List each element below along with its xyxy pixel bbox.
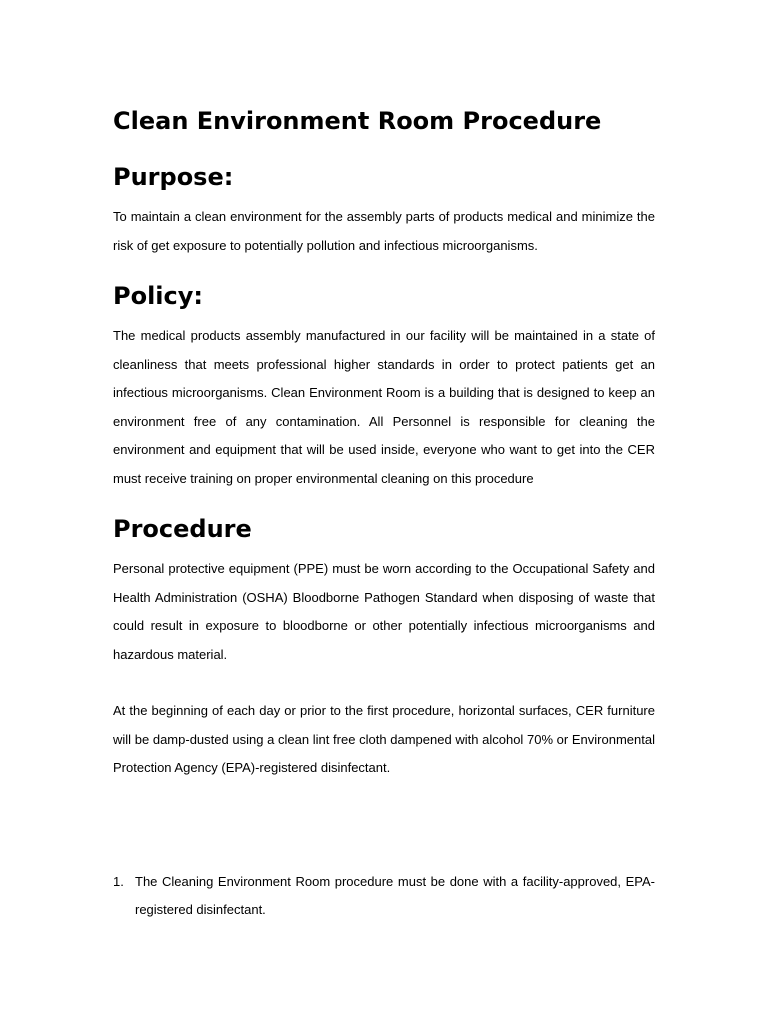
procedure-heading: Procedure: [113, 515, 252, 543]
document-title: Clean Environment Room Procedure: [113, 107, 602, 135]
policy-heading: Policy:: [113, 282, 203, 310]
list-item-number: 1.: [113, 873, 124, 889]
list-item: [113, 868, 655, 925]
purpose-heading: Purpose:: [113, 163, 234, 191]
purpose-section: [113, 160, 655, 260]
purpose-paragraph: To maintain a clean environment for the assembly parts of products medical and minimize the risk of get exposure to potentially pollution and infectious microorganisms.: [113, 209, 655, 253]
policy-paragraph: The medical products assembly manufactured in our facility will be maintained in a state of cleanliness that meets professional higher standards in order to protect patients get an infectious microorganisms. Clean Environment Room is a building that is designed to keep an environment free of any contamination. All Personnel is responsible for cleaning the environment and equipment that will be used inside, everyone who want to get into the CER must receive training on proper environmental cleaning on this procedure: [113, 328, 655, 486]
policy-section: [113, 279, 655, 493]
procedure-paragraph-daily-cleaning: At the beginning of each day or prior to the first procedure, horizontal surfaces, CER furniture will be damp-dusted using a clean lint free cloth dampened with alcohol 70% or Environmental Protection Agency (EPA)-registered disinfectant.: [113, 703, 655, 775]
procedure-section: [113, 512, 655, 925]
procedure-steps-list: [113, 868, 655, 925]
document-page: [113, 104, 655, 925]
procedure-paragraph-ppe: Personal protective equipment (PPE) must be worn according to the Occupational Safety and Health Administration (OSHA) Bloodborne Pathogen Standard when disposing of waste that could result in exposure to bloodborne or other potentially infectious microorganisms and hazardous material.: [113, 561, 655, 662]
list-item-text: The Cleaning Environment Room procedure must be done with a facility-approved, EPA-registered disinfectant.: [135, 873, 655, 917]
